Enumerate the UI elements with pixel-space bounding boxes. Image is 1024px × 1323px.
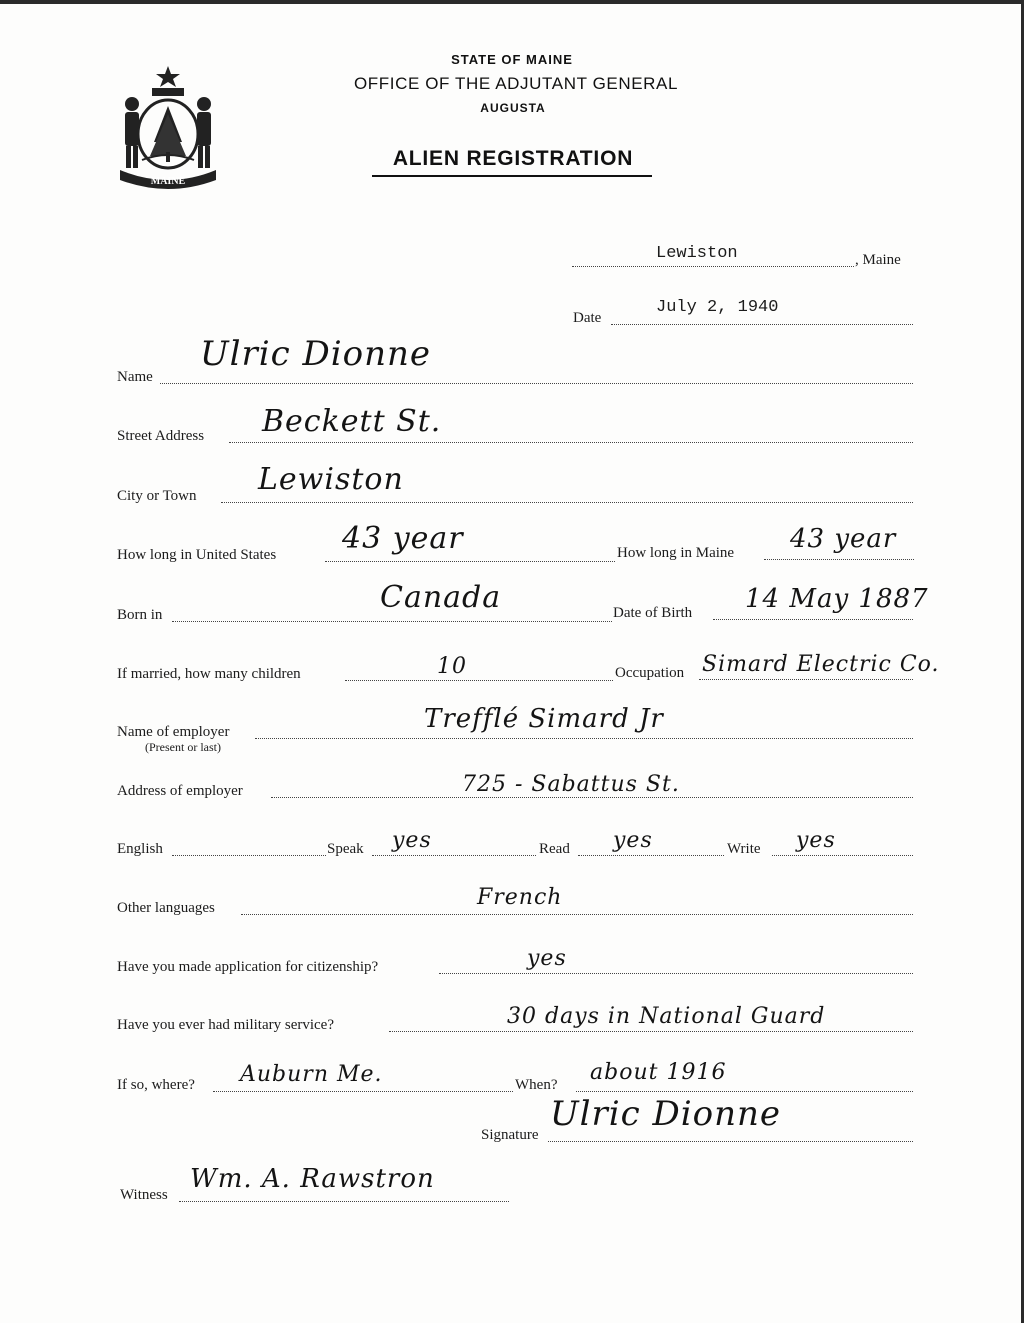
- employer-name-label: Name of employer: [117, 724, 230, 740]
- where-value: Auburn Me.: [240, 1062, 383, 1087]
- military-label: Have you ever had military service?: [117, 1017, 334, 1033]
- street-address-line: [229, 442, 913, 443]
- date-of-birth-line: [713, 619, 913, 620]
- street-address-value: Beckett St.: [262, 404, 442, 439]
- other-languages-label: Other languages: [117, 900, 215, 916]
- place-value: Lewiston: [656, 244, 738, 263]
- read-line: [578, 855, 724, 856]
- speak-label: Speak: [327, 841, 364, 857]
- title-underline: [372, 175, 652, 177]
- occupation-value: Simard Electric Co.: [702, 652, 940, 677]
- when-value: about 1916: [590, 1060, 727, 1085]
- when-label: When?: [515, 1077, 558, 1093]
- born-in-label: Born in: [117, 607, 163, 623]
- city-line: [221, 502, 913, 503]
- how-long-us-line: [325, 561, 615, 562]
- signature-value: Ulric Dionne: [550, 1094, 782, 1134]
- how-long-maine-value: 43 year: [790, 524, 897, 554]
- witness-value: Wm. A. Rawstron: [190, 1164, 435, 1194]
- signature-label: Signature: [481, 1127, 539, 1143]
- office-heading: OFFICE OF THE ADJUTANT GENERAL: [353, 74, 679, 93]
- read-label: Read: [539, 841, 570, 857]
- how-long-maine-line: [764, 559, 914, 560]
- speak-value: yes: [392, 828, 432, 853]
- witness-line: [179, 1201, 509, 1202]
- citizenship-label: Have you made application for citizenship?: [117, 959, 379, 975]
- english-label: English: [117, 841, 163, 857]
- street-address-label: Street Address: [117, 428, 205, 444]
- read-value: yes: [613, 828, 653, 853]
- children-value: 10: [437, 654, 467, 679]
- other-languages-line: [241, 914, 913, 915]
- where-label: If so, where?: [117, 1077, 195, 1093]
- scan-border-top: [0, 0, 1024, 4]
- where-line: [213, 1091, 513, 1092]
- military-value: 30 days in National Guard: [507, 1004, 826, 1029]
- city-value: Lewiston: [258, 462, 404, 497]
- place-suffix: , Maine: [855, 252, 901, 268]
- occupation-label: Occupation: [615, 665, 685, 681]
- date-of-birth-label: Date of Birth: [613, 605, 693, 621]
- military-line: [389, 1031, 913, 1032]
- how-long-us-value: 43 year: [342, 521, 464, 556]
- state-heading: STATE OF MAINE: [451, 52, 573, 67]
- page-title: ALIEN REGISTRATION: [392, 147, 634, 170]
- city-heading: AUGUSTA: [480, 101, 546, 115]
- when-line: [576, 1091, 913, 1092]
- other-languages-value: French: [477, 885, 563, 910]
- citizenship-value: yes: [527, 946, 567, 971]
- date-value: July 2, 1940: [656, 298, 779, 317]
- employer-name-sublabel: (Present or last): [145, 740, 221, 754]
- write-value: yes: [796, 828, 836, 853]
- witness-label: Witness: [120, 1187, 168, 1203]
- citizenship-line: [439, 973, 913, 974]
- place-line: [572, 266, 854, 267]
- speak-line: [372, 855, 536, 856]
- seal-banner-text: MAINE: [150, 176, 186, 187]
- how-long-us-label: How long in United States: [117, 547, 277, 563]
- name-value: Ulric Dionne: [200, 334, 432, 374]
- date-of-birth-value: 14 May 1887: [745, 584, 929, 614]
- date-label: Date: [573, 310, 602, 326]
- name-line: [160, 383, 913, 384]
- children-label: If married, how many children: [117, 666, 301, 682]
- english-line: [172, 855, 326, 856]
- signature-line: [548, 1141, 913, 1142]
- employer-name-line: [255, 738, 913, 739]
- employer-address-line: [271, 797, 913, 798]
- born-in-value: Canada: [380, 580, 502, 615]
- state-seal-icon: [112, 64, 224, 192]
- born-in-line: [172, 621, 612, 622]
- how-long-maine-label: How long in Maine: [617, 545, 735, 561]
- employer-name-value: Trefflé Simard Jr: [424, 704, 664, 734]
- name-label: Name: [117, 369, 153, 385]
- write-line: [772, 855, 913, 856]
- date-line: [611, 324, 913, 325]
- children-line: [345, 680, 613, 681]
- employer-address-value: 725 - Sabattus St.: [462, 772, 680, 797]
- write-label: Write: [727, 841, 761, 857]
- city-label: City or Town: [117, 488, 197, 504]
- employer-address-label: Address of employer: [117, 783, 243, 799]
- occupation-line: [699, 679, 913, 680]
